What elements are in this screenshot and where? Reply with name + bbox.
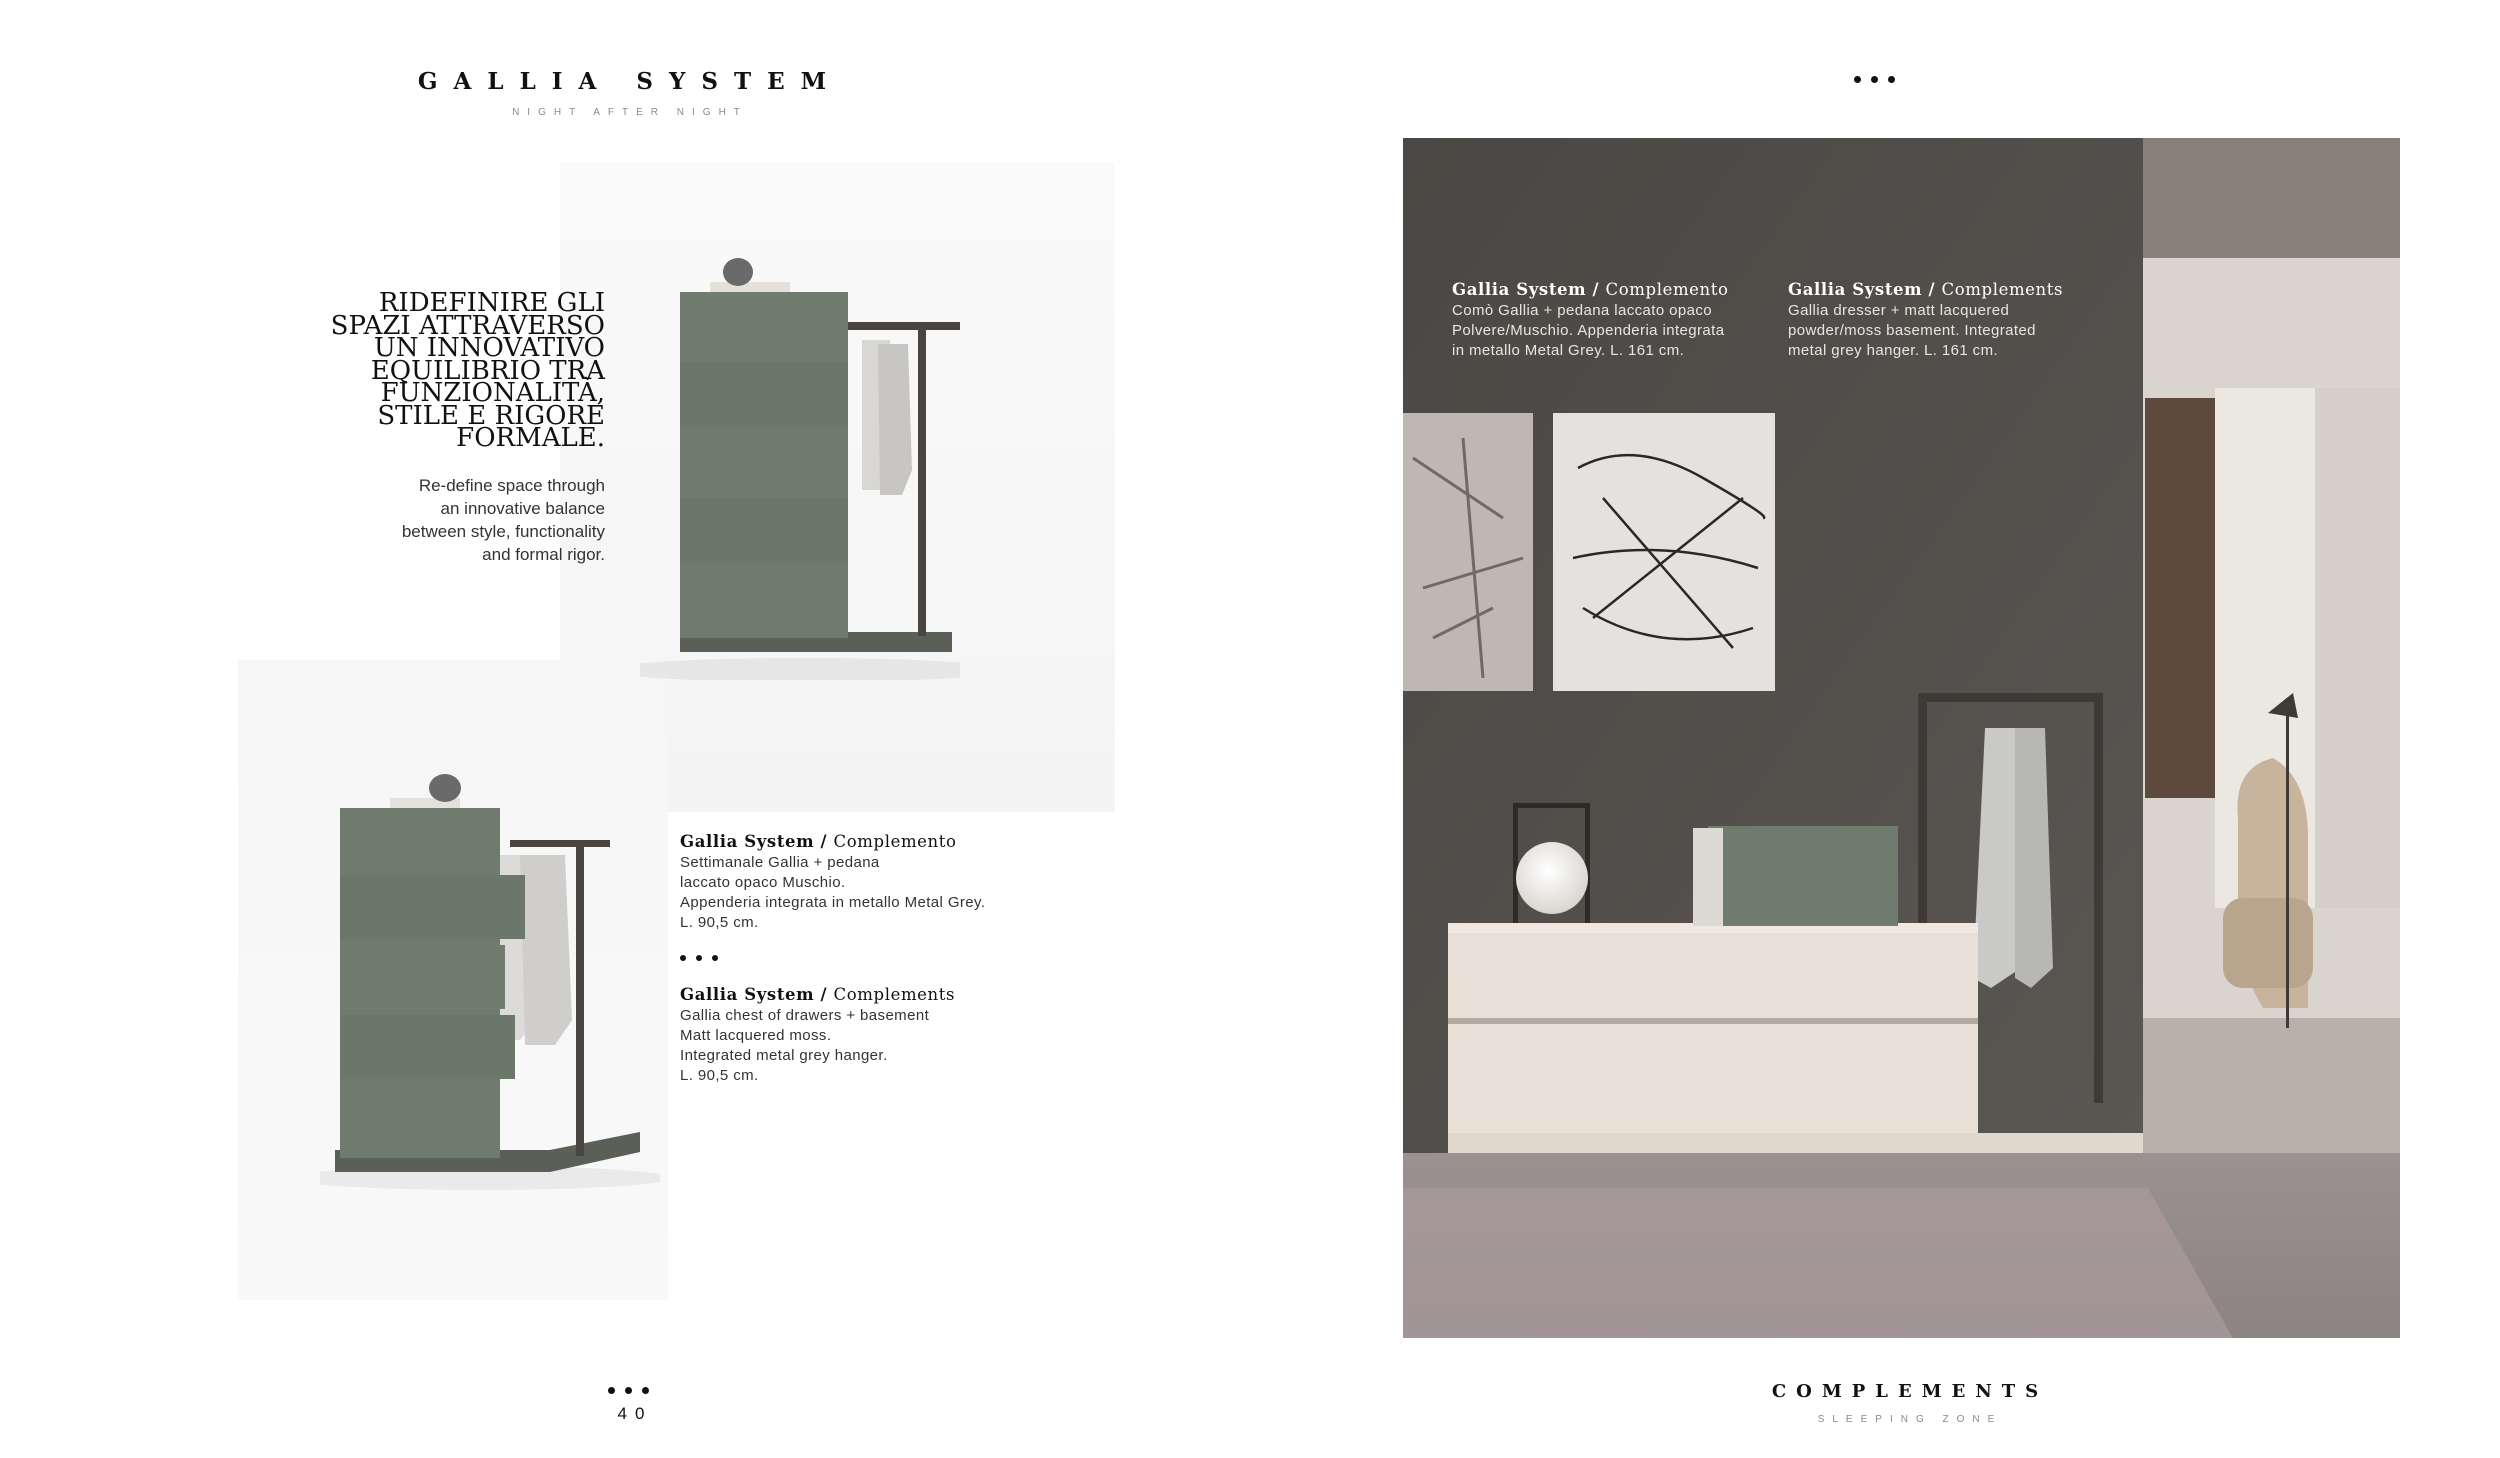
caption-line: Appenderia integrata in metallo Metal Grey. (680, 894, 986, 911)
dresser-body (1448, 923, 1978, 1133)
caption-line: L. 90,5 cm. (680, 1067, 759, 1084)
dot-icon (680, 955, 686, 961)
shirt-illustration (520, 855, 572, 1045)
caption-line: Settimanale Gallia + pedana (680, 854, 880, 871)
caption-title-en (1788, 280, 2118, 300)
books-illustration (1693, 828, 1723, 926)
brand-subtitle: NIGHT AFTER NIGHT (512, 107, 748, 118)
drawer-open (340, 1015, 515, 1079)
vase-illustration (723, 258, 753, 286)
caption-title-it (1452, 280, 1782, 300)
caption-title-en (680, 985, 1120, 1005)
headline-line: STILE E RIGORE (377, 400, 605, 431)
caption-separator: / (814, 985, 834, 1004)
headline-english (330, 474, 605, 566)
drawer (680, 430, 848, 496)
dot-icon (712, 955, 718, 961)
headline-line: EQUILIBRIO TRA (370, 355, 605, 386)
photo-caption-en (1788, 280, 2118, 361)
hanger-bar (1918, 693, 2103, 702)
caption-brand: Gallia System (1452, 280, 1587, 299)
headline-line: UN INNOVATIVO (373, 333, 605, 363)
artwork-left (1403, 413, 1533, 691)
caption-brand: Gallia System (1788, 280, 1923, 299)
dresser-basement (1448, 1133, 2143, 1153)
caption-type: Complements (833, 985, 956, 1004)
caption-line: Comò Gallia + pedana laccato opaco (1452, 302, 1713, 319)
lamp-frame (1585, 803, 1590, 923)
caption-line: Polvere/Muschio. Appenderia integrata (1452, 322, 1725, 339)
caption-line: powder/moss basement. Integrated (1788, 322, 2036, 339)
artwork-right (1553, 413, 1775, 691)
drawer (680, 498, 848, 564)
drawer-gap (1448, 1018, 1978, 1024)
headline-en-line: and formal rigor. (482, 545, 605, 564)
armchair-seat (2223, 898, 2313, 988)
drawer (680, 292, 848, 360)
caption-line: Integrated metal grey hanger. (680, 1047, 888, 1064)
caption-line: Gallia chest of drawers + basement (680, 1007, 930, 1024)
caption-brand: Gallia System (680, 832, 815, 851)
dot-icon (608, 1387, 615, 1394)
drawer (680, 362, 848, 428)
hanger-post (576, 840, 584, 1156)
hanger-post (918, 322, 926, 636)
drawer (340, 945, 505, 1009)
window (2315, 388, 2400, 908)
rug (1403, 1188, 2233, 1338)
caption-title-it (680, 832, 1120, 852)
caption-line: Matt lacquered moss. (680, 1027, 832, 1044)
dot-icon (696, 955, 702, 961)
caption-line: laccato opaco Muschio. (680, 874, 846, 891)
hanger-post (2094, 693, 2103, 1103)
caption-line: Gallia dresser + matt lacquered (1788, 302, 2010, 319)
dot-icon (1888, 76, 1895, 83)
headline-en-line: between style, functionality (401, 522, 605, 541)
headline-line: FUNZIONALITÀ, (380, 378, 605, 408)
ornament-dots-top (1854, 76, 1895, 83)
ornament-dots-bottom (608, 1387, 649, 1394)
hanger-bar (843, 322, 960, 330)
caption-type: Complemento (1605, 280, 1729, 299)
caption-dots (680, 955, 1120, 961)
chest-angled-illustration (320, 760, 660, 1190)
caption-line: metal grey hanger. L. 161 cm. (1788, 342, 1999, 359)
headline-line: RIDEFINIRE GLI (378, 288, 605, 318)
headline-italian (300, 288, 605, 453)
dot-icon (625, 1387, 632, 1394)
books-illustration (710, 282, 790, 292)
brand-title: GALLIA SYSTEM (417, 68, 843, 95)
closet-shelves (2145, 398, 2215, 798)
shirt-illustration (878, 344, 912, 495)
caption-line: L. 90,5 cm. (680, 914, 759, 931)
caption-type: Complemento (833, 832, 957, 851)
drawer-open (340, 875, 525, 939)
caption-separator: / (814, 832, 834, 851)
ceiling (2143, 138, 2400, 258)
headline-en-line: Re-define space through (418, 476, 605, 495)
headline-en-line: an innovative balance (440, 499, 605, 518)
vase-illustration (429, 774, 461, 802)
section-title: COMPLEMENTS (1771, 1381, 2049, 1402)
caption-separator: / (1922, 280, 1942, 299)
caption-line: in metallo Metal Grey. L. 161 cm. (1452, 342, 1685, 359)
caption-separator: / (1586, 280, 1606, 299)
headline-line: SPAZI ATTRAVERSO (330, 310, 605, 341)
drawer (340, 1085, 500, 1153)
lamp-frame (1513, 803, 1518, 923)
page-number: 40 (617, 1404, 653, 1423)
lamp-globe (1516, 842, 1588, 914)
brand-header (390, 68, 870, 118)
floor-lamp-pole (2286, 698, 2289, 1028)
photo-caption-it (1452, 280, 1782, 361)
hanger-bar (510, 840, 610, 847)
product-caption (680, 832, 1120, 1086)
moss-box (1708, 826, 1898, 926)
dot-icon (1871, 76, 1878, 83)
dot-icon (642, 1387, 649, 1394)
lamp-frame (1513, 803, 1590, 808)
headline-line: FORMALE. (456, 423, 605, 453)
caption-brand: Gallia System (680, 985, 815, 1004)
chest-front-illustration (640, 240, 960, 680)
dot-icon (1854, 76, 1861, 83)
section-subtitle: SLEEPING ZONE (1817, 1414, 2003, 1425)
caption-type: Complements (1941, 280, 2064, 299)
drawer (680, 566, 848, 632)
section-footer (1700, 1381, 2120, 1425)
